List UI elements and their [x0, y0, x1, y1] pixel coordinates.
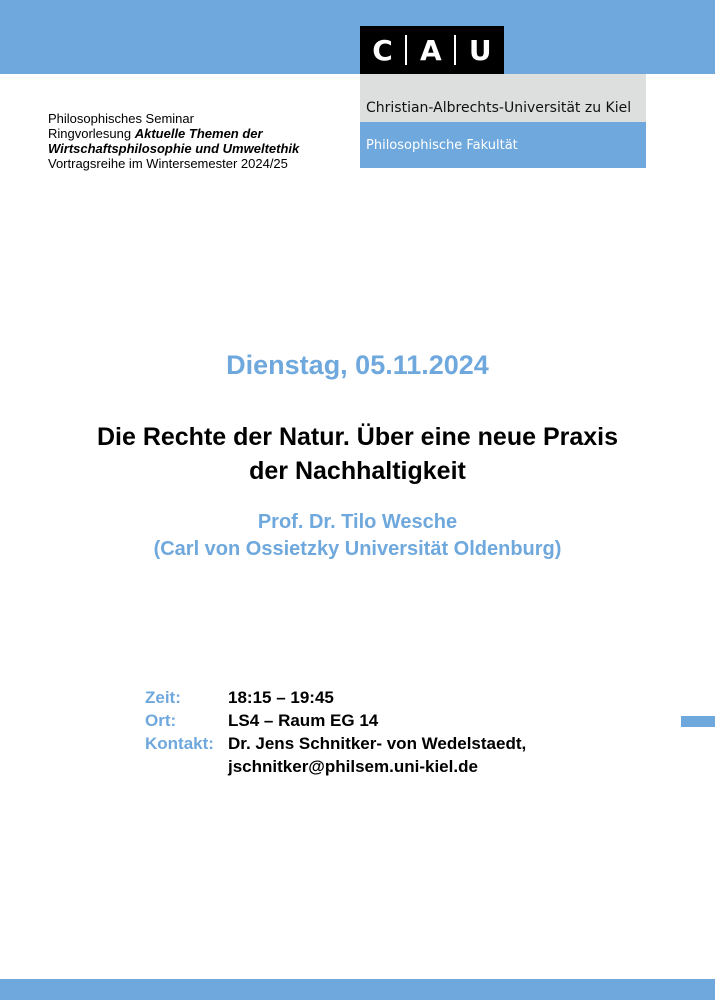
faculty-name: Philosophische Fakultät	[366, 137, 518, 153]
contact-name: Dr. Jens Schnitker- von Wedelstaedt,	[228, 734, 527, 753]
speaker-name: Prof. Dr. Tilo Wesche	[257, 511, 458, 533]
contact-row	[145, 732, 526, 755]
series-line-3	[48, 141, 348, 156]
contact-email[interactable]: jschnitker@philsem.uni-kiel.de	[228, 757, 478, 776]
contact-label: Kontakt:	[145, 734, 214, 753]
logo-letter-c: C	[372, 33, 393, 67]
seminar-name: Philosophisches Seminar	[48, 111, 194, 126]
bottom-color-band	[0, 979, 715, 1000]
contact-label-spacer	[145, 755, 228, 778]
place-row	[145, 709, 526, 732]
series-topic-part1: Aktuelle Themen der	[134, 126, 263, 141]
university-name-box	[360, 74, 646, 122]
logo-separator	[454, 35, 456, 65]
time-label: Zeit:	[145, 688, 181, 707]
place-label: Ort:	[145, 711, 177, 730]
event-details	[145, 686, 526, 778]
series-line-2	[48, 126, 348, 141]
side-marker	[681, 716, 715, 727]
lecture-title	[0, 420, 715, 488]
top-color-band	[0, 0, 715, 74]
university-name: Christian-Albrechts-Universität zu Kiel	[366, 100, 632, 116]
lecture-title-line2: der Nachhaltigkeit	[249, 457, 466, 485]
time-row	[145, 686, 526, 709]
place-value: LS4 – Raum EG 14	[228, 711, 379, 730]
cau-logo	[360, 26, 504, 74]
series-topic-part2: Wirtschaftsphilosophie und Umweltethik	[48, 141, 300, 156]
semester-line: Vortragsreihe im Wintersemester 2024/25	[48, 156, 288, 171]
lecture-title-line1: Die Rechte der Natur. Über eine neue Praxis	[96, 423, 619, 451]
contact-email-row	[145, 755, 526, 778]
speaker-block	[0, 509, 715, 563]
time-value: 18:15 – 19:45	[228, 688, 334, 707]
speaker-affiliation: (Carl von Ossietzky Universität Oldenburg)	[153, 538, 562, 560]
logo-letter-a: A	[420, 33, 442, 67]
faculty-box	[360, 122, 646, 168]
event-date: Dienstag, 05.11.2024	[226, 350, 489, 380]
series-prefix: Ringvorlesung	[48, 126, 135, 141]
logo-separator	[405, 35, 407, 65]
logo-letter-u: U	[468, 33, 492, 67]
lecture-series-header	[48, 111, 348, 171]
